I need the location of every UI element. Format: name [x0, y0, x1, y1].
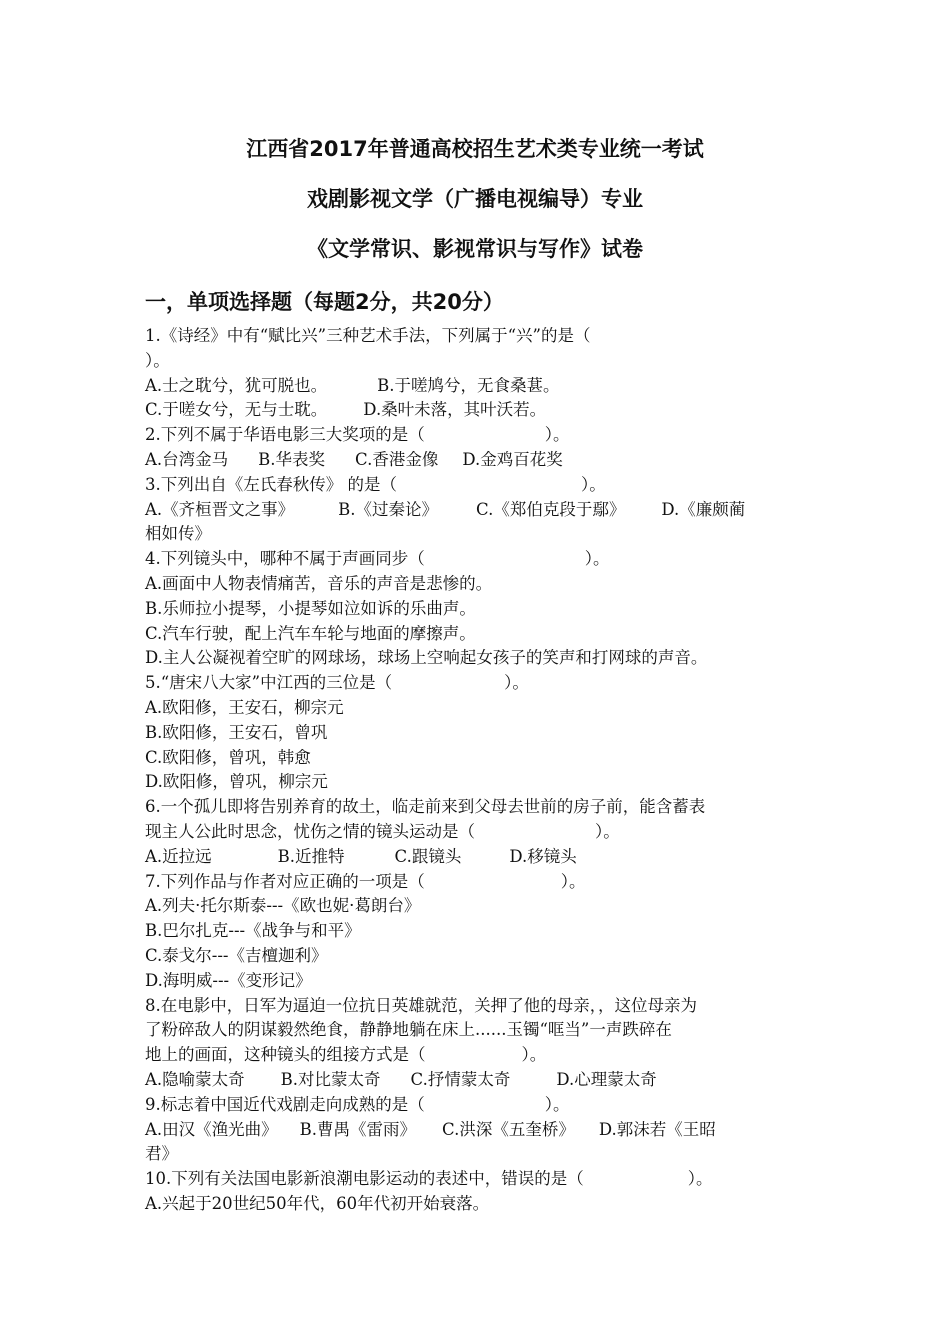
option-b: B.近推特: [277, 846, 345, 866]
option-d: D.移镜头: [509, 846, 577, 866]
question-stem: 9.标志着中国近代戏剧走向成熟的是（ ）。: [145, 1094, 570, 1114]
options-row: [145, 845, 805, 870]
option-c: C.洪深《五奎桥》: [442, 1119, 575, 1139]
option-b: B.欧阳修，王安石，曾巩: [145, 722, 328, 742]
option-c: C.《郑伯克段于鄢》: [476, 499, 626, 519]
option-a: A.台湾金马: [145, 449, 229, 469]
option-a: A.近拉远: [145, 846, 212, 866]
question-stem: 2.下列不属于华语电影三大奖项的是（ ）。: [145, 425, 570, 445]
option-d: D.海明威---《变形记》: [145, 970, 312, 990]
option-a: A.画面中人物表情痛苦，音乐的声音是悲惨的。: [145, 573, 493, 593]
exam-paper-name: 《文学常识、影视常识与写作》试卷: [307, 237, 643, 261]
option-b: B.对比蒙太奇: [280, 1069, 381, 1089]
question-6: [145, 795, 805, 869]
question-stem: 5.“唐宋八大家”中江西的三位是（ ）。: [145, 673, 529, 693]
question-1: [145, 324, 805, 423]
question-stem: 10.下列有关法国电影新浪潮电影运动的表述中，错误的是（ ）。: [145, 1169, 713, 1189]
question-stem: 1.《诗经》中有“赋比兴”三种艺术手法，下列属于“兴”的是（: [145, 326, 591, 345]
option-b: B.巴尔扎克---《战争与和平》: [145, 921, 361, 941]
question-stem-cont: 了粉碎敌人的阴谋毅然绝食，静静地躺在床上......玉镯“哐当”一声跌碎在: [145, 1020, 672, 1040]
question-stem: 6.一个孤儿即将告别养育的故土，临走前来到父母去世前的房子前，能含蓄表: [145, 797, 706, 817]
option-b: B.华表奖: [258, 449, 326, 469]
question-stem: 8.在电影中，日军为逼迫一位抗日英雄就范，关押了他的母亲，，这位母亲为: [145, 995, 697, 1015]
exam-title: 江西省2017年普通高校招生艺术类专业统一考试: [246, 137, 704, 161]
option-d: D.郭沫若《王昭: [598, 1119, 716, 1139]
option-c: C.跟镜头: [394, 846, 462, 866]
option-d: D.主人公凝视着空旷的网球场，球场上空响起女孩子的笑声和打网球的声音。: [145, 648, 708, 668]
option-c: C.于嗟女兮，无与士耽。: [145, 400, 328, 420]
option-b: B.《过秦论》: [338, 499, 439, 519]
options-row: [145, 1118, 805, 1143]
option-d: D.金鸡百花奖: [462, 449, 563, 469]
option-a: A.隐喻蒙太奇: [145, 1069, 245, 1089]
option-c: C.香港金像: [355, 449, 439, 469]
exam-header: [0, 136, 950, 286]
option-a: A.列夫·托尔斯泰---《欧也妮·葛朗台》: [145, 896, 421, 916]
question-3: [145, 473, 805, 547]
question-4: [145, 547, 805, 671]
options-row: [145, 448, 805, 473]
exam-major: 戏剧影视文学（广播电视编导）专业: [307, 187, 643, 211]
option-c: C.抒情蒙太奇: [410, 1069, 511, 1089]
question-9: [145, 1093, 805, 1167]
option-b: B.曹禺《雷雨》: [299, 1119, 417, 1139]
question-2: [145, 423, 805, 473]
options-row: [145, 374, 805, 399]
question-stem-cont: 地上的画面，这种镜头的组接方式是（ ）。: [145, 1045, 547, 1065]
option-a: A.兴起于20世纪50年代，60年代初开始衰落。: [145, 1193, 490, 1213]
option-d: D.桑叶未落，其叶沃若。: [363, 400, 547, 420]
option-d-cont: 相如传》: [145, 524, 211, 544]
question-8: [145, 994, 805, 1093]
option-d: D.心理蒙太奇: [556, 1069, 657, 1089]
options-row: [145, 498, 805, 523]
option-d-cont: 君》: [145, 1144, 178, 1164]
options-row: [145, 398, 805, 423]
option-d: D.欧阳修，曾巩，柳宗元: [145, 772, 328, 792]
options-row: [145, 1068, 805, 1093]
option-a: A.《齐桓晋文之事》: [145, 499, 295, 519]
question-5: [145, 671, 805, 795]
option-b: B.于嗟鸠兮，无食桑葚。: [377, 375, 560, 395]
option-a: A.欧阳修，王安石，柳宗元: [145, 697, 344, 717]
question-stem: 4.下列镜头中，哪种不属于声画同步（ ）。: [145, 549, 610, 569]
question-7: [145, 870, 805, 994]
question-stem-cont: ）。: [145, 350, 170, 370]
option-c: C.欧阳修，曾巩，韩愈: [145, 747, 311, 767]
question-stem: 7.下列作品与作者对应正确的一项是（ ）。: [145, 871, 586, 891]
option-a: A.田汉《渔光曲》: [145, 1119, 278, 1139]
section-heading: 一，单项选择题（每题2分，共20分）: [145, 290, 504, 314]
question-list: [145, 324, 805, 1217]
option-a: A.士之耽兮，犹可脱也。: [145, 375, 328, 395]
question-stem: 3.下列出自《左氏春秋传》 的是（ ）。: [145, 474, 606, 494]
option-c: C.汽车行驶，配上汽车车轮与地面的摩擦声。: [145, 623, 476, 643]
option-d: D.《廉颇蔺: [661, 499, 746, 519]
question-stem-cont: 现主人公此时思念，忧伤之情的镜头运动是（ ）。: [145, 821, 620, 841]
option-b: B.乐师拉小提琴，小提琴如泣如诉的乐曲声。: [145, 598, 476, 618]
option-c: C.泰戈尔---《吉檀迦利》: [145, 945, 328, 965]
question-10: [145, 1167, 805, 1217]
